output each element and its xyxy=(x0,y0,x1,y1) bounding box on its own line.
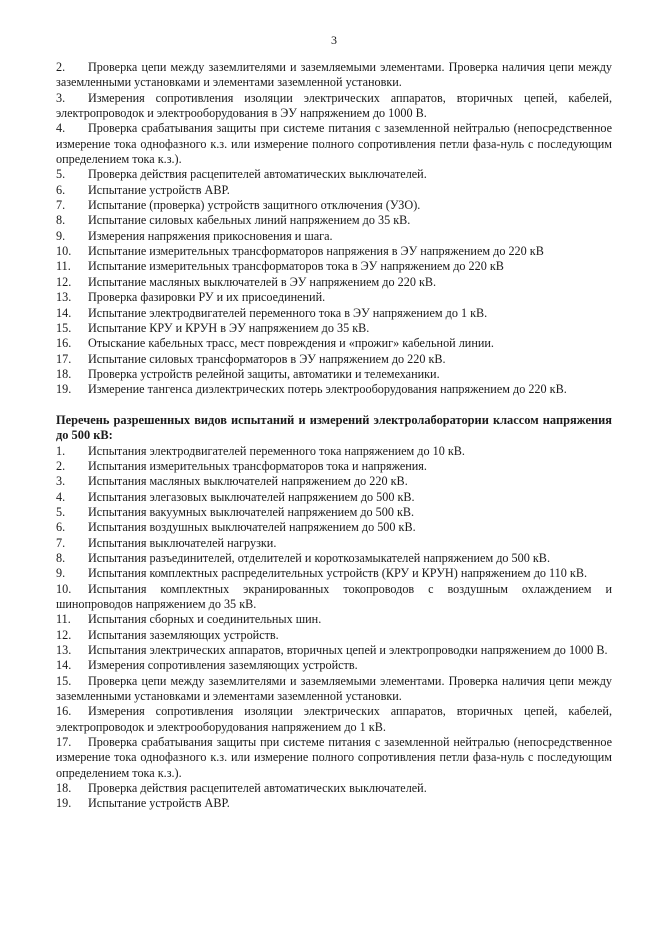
list-item-text: Испытание устройств АВР. xyxy=(88,182,230,197)
list-item xyxy=(56,520,612,535)
list-item-number: 11. xyxy=(56,259,71,274)
list-item-text: Испытание устройств АВР. xyxy=(88,796,230,811)
list-item-text: Испытания воздушных выключателей напряжением до 500 кВ. xyxy=(88,520,416,535)
list-item-number: 1. xyxy=(56,443,66,458)
list-item-number: 7. xyxy=(56,198,66,213)
list-item-number: 13. xyxy=(56,643,72,658)
list-item xyxy=(56,259,612,274)
list-item-number: 10. xyxy=(56,581,72,596)
list-item xyxy=(56,198,612,213)
list-item-text: Проверка действия расцепителей автоматических выключателей. xyxy=(88,781,427,796)
list-item xyxy=(56,444,612,459)
list-item-text: Испытания электродвигателей переменного тока напряжением до 10 кВ. xyxy=(88,443,465,458)
list-item-number: 4. xyxy=(56,489,66,504)
list-item-number: 17. xyxy=(56,351,72,366)
list-item xyxy=(56,536,612,551)
list-item xyxy=(56,336,612,351)
list-item-number: 14. xyxy=(56,658,72,673)
list-item-text: Проверка действия расцепителей автоматических выключателей. xyxy=(88,167,427,182)
list-item-text: Испытания комплектных распределительных устройств (КРУ и КРУН) напряжением до 110 кВ. xyxy=(88,566,588,581)
list-item xyxy=(56,91,612,122)
list-item xyxy=(56,628,612,643)
list-item-text: Испытание КРУ и КРУН в ЭУ напряжением до 35 кВ. xyxy=(88,320,370,335)
list-item xyxy=(56,704,612,735)
list-item-number: 12. xyxy=(56,274,72,289)
list-item-number: 19. xyxy=(56,382,72,397)
list-item xyxy=(56,459,612,474)
list-item-text: Испытания вакуумных выключателей напряжением до 500 кВ. xyxy=(88,504,415,519)
list-item-text: Испытания комплектных экранированных токопроводов с воздушным охлаждением и шинопроводов напряжением до 35 кВ. xyxy=(56,581,612,611)
list-item-text: Измерения сопротивления изоляции электрических аппаратов, вторичных цепей, кабелей, электропроводок и электрооборудования напряжением до 1 кВ. xyxy=(56,704,612,734)
list-item xyxy=(56,582,612,613)
list-item-text: Испытания заземляющих устройств. xyxy=(88,627,279,642)
list-item-number: 6. xyxy=(56,520,66,535)
list-item-number: 15. xyxy=(56,673,72,688)
list-item-number: 3. xyxy=(56,90,66,105)
list-item xyxy=(56,290,612,305)
list-item-text: Измерения сопротивления заземляющих устройств. xyxy=(88,658,358,673)
list-item-text: Испытания элегазовых выключателей напряжением до 500 кВ. xyxy=(88,489,415,504)
list-item xyxy=(56,735,612,781)
list-item-text: Испытание (проверка) устройств защитного отключения (УЗО). xyxy=(88,198,421,213)
list-item xyxy=(56,352,612,367)
list-item xyxy=(56,244,612,259)
list-item xyxy=(56,60,612,91)
list-item-number: 8. xyxy=(56,213,66,228)
list-item xyxy=(56,796,612,811)
list-item-text: Испытание масляных выключателей в ЭУ напряжением до 220 кВ. xyxy=(88,274,437,289)
list-item-text: Проверка цепи между заземлителями и заземляемыми элементами. Проверка наличия цепи между заземленными установками и элементами заземленной установки. xyxy=(56,60,612,90)
list-item xyxy=(56,474,612,489)
list-item xyxy=(56,382,612,397)
list-item xyxy=(56,612,612,627)
list-item-text: Проверка устройств релейной защиты, автоматики и телемеханики. xyxy=(88,366,440,381)
page-number: 3 xyxy=(331,33,337,47)
list-item-text: Испытания электрических аппаратов, вторичных цепей и электропроводки напряжением до 1000 В. xyxy=(88,643,608,658)
list-item xyxy=(56,167,612,182)
list-item-text: Испытание силовых трансформаторов в ЭУ напряжением до 220 кВ. xyxy=(88,351,446,366)
list-item xyxy=(56,551,612,566)
list-item-number: 9. xyxy=(56,228,66,243)
list-item xyxy=(56,229,612,244)
list-item xyxy=(56,566,612,581)
list-item xyxy=(56,643,612,658)
list-item-text: Отыскание кабельных трасс, мест повреждения и «прожиг» кабельной линии. xyxy=(88,336,494,351)
list-item-number: 4. xyxy=(56,121,66,136)
list-item xyxy=(56,674,612,705)
list-item-number: 16. xyxy=(56,336,72,351)
list-item-number: 13. xyxy=(56,290,72,305)
list-item xyxy=(56,505,612,520)
list-item-number: 2. xyxy=(56,458,66,473)
list-item-number: 18. xyxy=(56,781,72,796)
list-item-text: Испытание электродвигателей переменного тока в ЭУ напряжением до 1 кВ. xyxy=(88,305,488,320)
list-item-number: 15. xyxy=(56,320,72,335)
list-item-number: 12. xyxy=(56,627,72,642)
list-item-number: 2. xyxy=(56,60,66,74)
list-item xyxy=(56,658,612,673)
list-item xyxy=(56,490,612,505)
list-item-number: 14. xyxy=(56,305,72,320)
test-list-primary xyxy=(56,60,612,398)
list-item-number: 6. xyxy=(56,182,66,197)
list-item-text: Испытания масляных выключателей напряжением до 220 кВ. xyxy=(88,474,408,489)
list-item-number: 9. xyxy=(56,566,66,581)
test-list-500kv xyxy=(56,444,612,812)
list-item-text: Испытания выключателей нагрузки. xyxy=(88,535,277,550)
list-item xyxy=(56,306,612,321)
list-item-number: 10. xyxy=(56,244,72,259)
list-item-number: 16. xyxy=(56,704,72,719)
list-item xyxy=(56,183,612,198)
list-item xyxy=(56,121,612,167)
list-item-number: 7. xyxy=(56,535,66,550)
list-item-text: Испытание силовых кабельных линий напряжением до 35 кВ. xyxy=(88,213,411,228)
list-item-text: Измерения напряжения прикосновения и шага. xyxy=(88,228,333,243)
list-item xyxy=(56,213,612,228)
list-item-text: Испытания разъединителей, отделителей и короткозамыкателей напряжением до 500 кВ. xyxy=(88,550,550,565)
list-item xyxy=(56,275,612,290)
list-item xyxy=(56,321,612,336)
list-item-text: Испытание измерительных трансформаторов тока в ЭУ напряжением до 220 кВ xyxy=(88,259,504,274)
list-item-text: Измерения сопротивления изоляции электрических аппаратов, вторичных цепей, кабелей, электропроводок и электрооборудования в ЭУ напряжением до 1000 В. xyxy=(56,90,612,121)
list-item-number: 8. xyxy=(56,550,66,565)
list-item-text: Проверка цепи между заземлителями и заземляемыми элементами. Проверка наличия цепи между заземленными установками и элементами заземленной установки. xyxy=(56,673,612,704)
list-item-text: Испытание измерительных трансформаторов напряжения в ЭУ напряжением до 220 кВ xyxy=(88,244,544,259)
list-item-text: Проверка фазировки РУ и их присоединений. xyxy=(88,290,326,305)
list-item xyxy=(56,781,612,796)
list-item-text: Проверка срабатывания защиты при системе питания с заземленной нейтралью (непосредственное измерение тока однофазного к.з. или измерение полного сопротивления петли фаза-нуль с последующим определением тока к.з.). xyxy=(56,121,612,167)
list-item-text: Испытания измерительных трансформаторов тока и напряжения. xyxy=(88,458,427,473)
section-heading: Перечень разрешенных видов испытаний и измерений электролаборатории классом напряжения до 500 кВ: xyxy=(56,412,612,443)
list-item-number: 17. xyxy=(56,735,72,750)
list-item-number: 5. xyxy=(56,167,66,182)
list-item-number: 19. xyxy=(56,796,72,811)
list-item-number: 5. xyxy=(56,504,66,519)
list-item-number: 3. xyxy=(56,474,66,489)
list-item xyxy=(56,367,612,382)
list-item-text: Измерение тангенса диэлектрических потерь электрооборудования напряжением до 220 кВ. xyxy=(88,382,567,397)
list-item-text: Проверка срабатывания защиты при системе питания с заземленной нейтралью (непосредственное измерение тока однофазного к.з. или измерение полного сопротивления петли фаза-нуль с последующим определением тока к.з.). xyxy=(56,735,612,780)
list-item-number: 18. xyxy=(56,366,72,381)
list-item-text: Испытания сборных и соединительных шин. xyxy=(88,612,322,627)
list-item-number: 11. xyxy=(56,612,71,627)
